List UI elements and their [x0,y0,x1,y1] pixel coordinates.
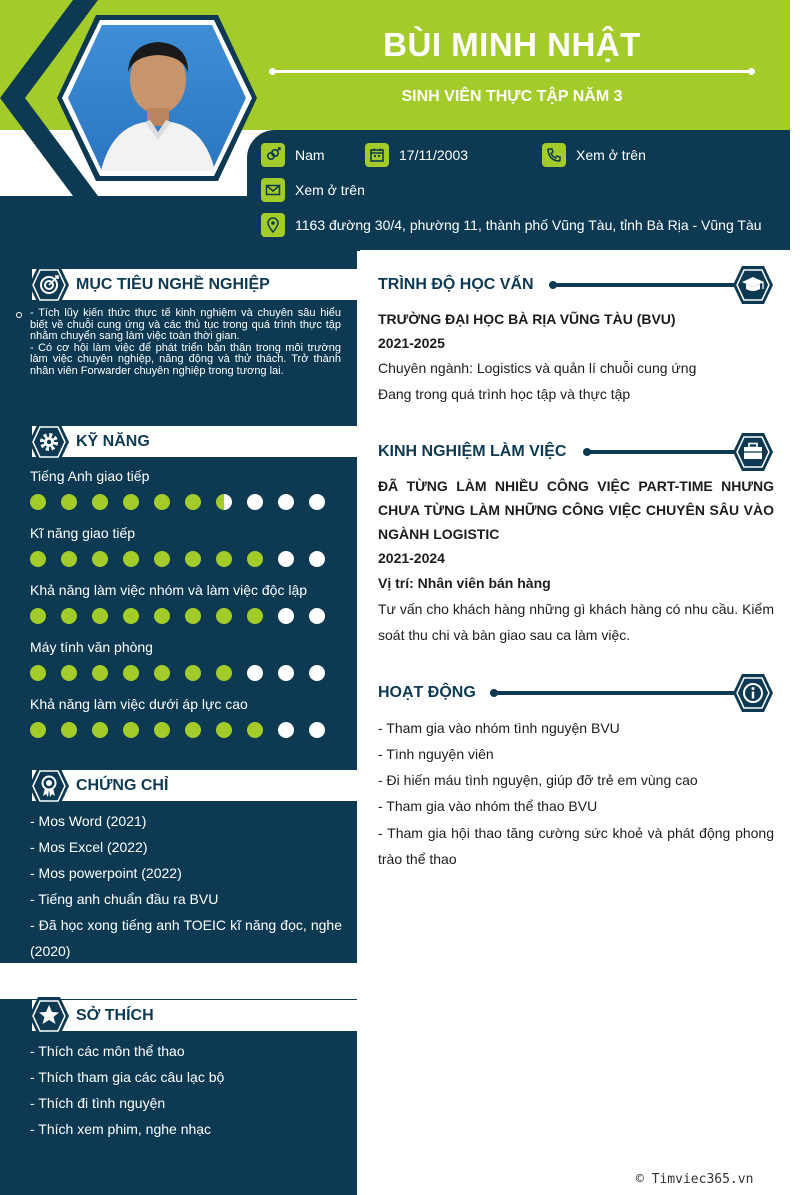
rating-dot [216,665,232,681]
experience-company: ĐÃ TỪNG LÀM NHIỀU CÔNG VIỆC PART-TIME NHƯNG CHƯA TỪNG LÀM NHỮNG CÔNG VIỆC CHUYÊN SÂU VÀO NGÀNH LOGISTIC [378,478,774,542]
birthday-row [365,143,468,167]
rating-dot [185,551,201,567]
skill-name: Tiếng Anh giao tiếp [30,468,150,484]
rating-dot [216,494,232,510]
activity-item: - Tham gia hội thao tăng cường sức khoẻ và phát động phong trào thể thao [378,825,774,867]
hobbies-title: SỞ THÍCH [76,1007,154,1024]
gender-icon [261,143,285,167]
skill-rating [30,608,340,624]
rating-dot [216,608,232,624]
rating-dot [123,722,139,738]
activity-item: - Tình nguyện viên [378,746,494,762]
hobby-item: - Thích tham gia các câu lạc bộ [30,1069,225,1085]
education-major: Chuyên ngành: Logistics và quản lí chuỗi cung ứng [378,360,697,376]
email-row [261,178,365,202]
experience-description: Tư vấn cho khách hàng những gì khách hàng có nhu cầu. Kiểm soát thu chi và bàn giao sau ca làm việc. [378,601,774,643]
rating-dot [185,608,201,624]
rating-dot [278,665,294,681]
rating-dot [154,722,170,738]
phone-row [542,143,646,167]
skill-name: Máy tính văn phòng [30,639,153,655]
footer-watermark: © Timviec365.vn [636,1172,754,1187]
activity-item: - Tham gia vào nhóm thể thao BVU [378,798,598,814]
gear-icon [28,422,70,462]
school-name: TRƯỜNG ĐẠI HỌC BÀ RỊA VŨNG TÀU (BVU) [378,311,676,327]
award-icon [28,766,70,806]
rating-dot [61,665,77,681]
rating-dot [30,665,46,681]
briefcase-icon [732,432,774,472]
location-pin-icon [261,213,285,237]
education-title: TRÌNH ĐỘ HỌC VẤN [378,276,534,293]
experience-years: 2021-2024 [378,550,445,566]
rating-dot [92,665,108,681]
skill-name: Khả năng làm việc nhóm và làm việc độc lập [30,582,308,598]
rating-dot [278,722,294,738]
rating-dot [185,722,201,738]
rating-dot [216,551,232,567]
experience-position: Vị trí: Nhân viên bán hàng [378,575,551,591]
cert-item: - Đã học xong tiếng anh TOEIC kĩ năng đọc, nghe (2020) [30,917,342,959]
phone-icon [542,143,566,167]
address-row [261,213,762,237]
goal-title: MỤC TIÊU NGHỀ NGHIỆP [76,276,270,293]
skill-rating [30,665,340,681]
target-icon [28,265,70,305]
activities-divider [493,691,742,695]
rating-dot [247,494,263,510]
rating-dot [309,494,325,510]
rating-dot [309,665,325,681]
goal-line: - Tích lũy kiến thức thực tế kinh nghiệm và chuyên sâu hiểu biết về chuỗi cung ứng và các thủ tục trong quá trình thực tập nhằm chuyển sang làm việc toàn thời gian. [30,307,341,342]
experience-title: KINH NGHIỆM LÀM VIỆC [378,443,567,460]
rating-dot [278,494,294,510]
rating-dot [216,722,232,738]
hobby-item: - Thích đi tình nguyện [30,1095,166,1111]
job-title: SINH VIÊN THỰC TẬP NĂM 3 [401,88,623,105]
left-gap [0,963,357,999]
rating-dot [61,494,77,510]
gender-row [261,143,325,167]
birthday-value: 17/11/2003 [399,147,469,163]
goal-line: - Có cơ hội làm việc để phát triển bản thân trong môi trường làm việc chuyên nghiệp, năng động và thử thách. Trở thành nhân viên Forwarder chuyên nghiệp trong tương lai. [30,341,341,377]
rating-dot [154,665,170,681]
education-years: 2021-2025 [378,335,445,351]
rating-dot [92,551,108,567]
activity-item: - Tham gia vào nhóm tình nguyện BVU [378,720,620,736]
activities-title: HOẠT ĐỘNG [378,684,476,701]
rating-dot [309,722,325,738]
rating-dot [30,722,46,738]
skill-rating [30,494,340,510]
skill-name: Kĩ năng giao tiếp [30,525,136,541]
skill-rating [30,551,340,567]
cert-item: - Mos Word (2021) [30,813,147,829]
star-icon [28,996,70,1036]
mail-icon [261,178,285,202]
rating-dot [30,551,46,567]
education-status: Đang trong quá trình học tập và thực tập [378,386,631,402]
hobby-item: - Thích xem phim, nghe nhạc [30,1121,212,1137]
rating-dot [92,722,108,738]
rating-dot [123,665,139,681]
activity-item: - Đi hiến máu tình nguyện, giúp đỡ trẻ em vùng cao [378,772,698,788]
rating-dot [154,494,170,510]
phone-value: Xem ở trên [576,147,646,163]
avatar-frame [0,0,280,200]
rating-dot [185,665,201,681]
rating-dot [30,608,46,624]
rating-dot [309,608,325,624]
full-name: BÙI MINH NHẬT [383,26,641,63]
name-divider [272,70,752,73]
info-icon [732,673,774,713]
graduation-cap-icon [732,265,774,305]
certs-title: CHỨNG CHỈ [76,777,169,794]
rating-dot [154,608,170,624]
goal-text [30,308,341,377]
rating-dot [92,608,108,624]
hobby-item: - Thích các môn thể thao [30,1043,185,1059]
email-value: Xem ở trên [295,182,365,198]
rating-dot [154,551,170,567]
rating-dot [247,665,263,681]
cert-item: - Mos powerpoint (2022) [30,865,182,881]
cert-item: - Mos Excel (2022) [30,839,148,855]
rating-dot [247,722,263,738]
rating-dot [278,608,294,624]
rating-dot [247,608,263,624]
gender-value: Nam [295,147,325,163]
rating-dot [61,551,77,567]
rating-dot [185,494,201,510]
goal-bullet [16,312,22,318]
rating-dot [278,551,294,567]
rating-dot [30,494,46,510]
address-value: 1163 đường 30/4, phường 11, thành phố Vũng Tàu, tỉnh Bà Rịa - Vũng Tàu [295,217,762,233]
education-divider [552,283,742,287]
rating-dot [123,551,139,567]
rating-dot [309,551,325,567]
calendar-icon [365,143,389,167]
rating-dot [61,608,77,624]
rating-dot [92,494,108,510]
skill-rating [30,722,340,738]
cert-item: - Tiếng anh chuẩn đầu ra BVU [30,891,219,907]
experience-divider [586,450,742,454]
skills-title: KỸ NĂNG [76,433,150,450]
rating-dot [247,551,263,567]
rating-dot [61,722,77,738]
skill-name: Khả năng làm việc dưới áp lực cao [30,696,248,712]
rating-dot [123,494,139,510]
rating-dot [123,608,139,624]
